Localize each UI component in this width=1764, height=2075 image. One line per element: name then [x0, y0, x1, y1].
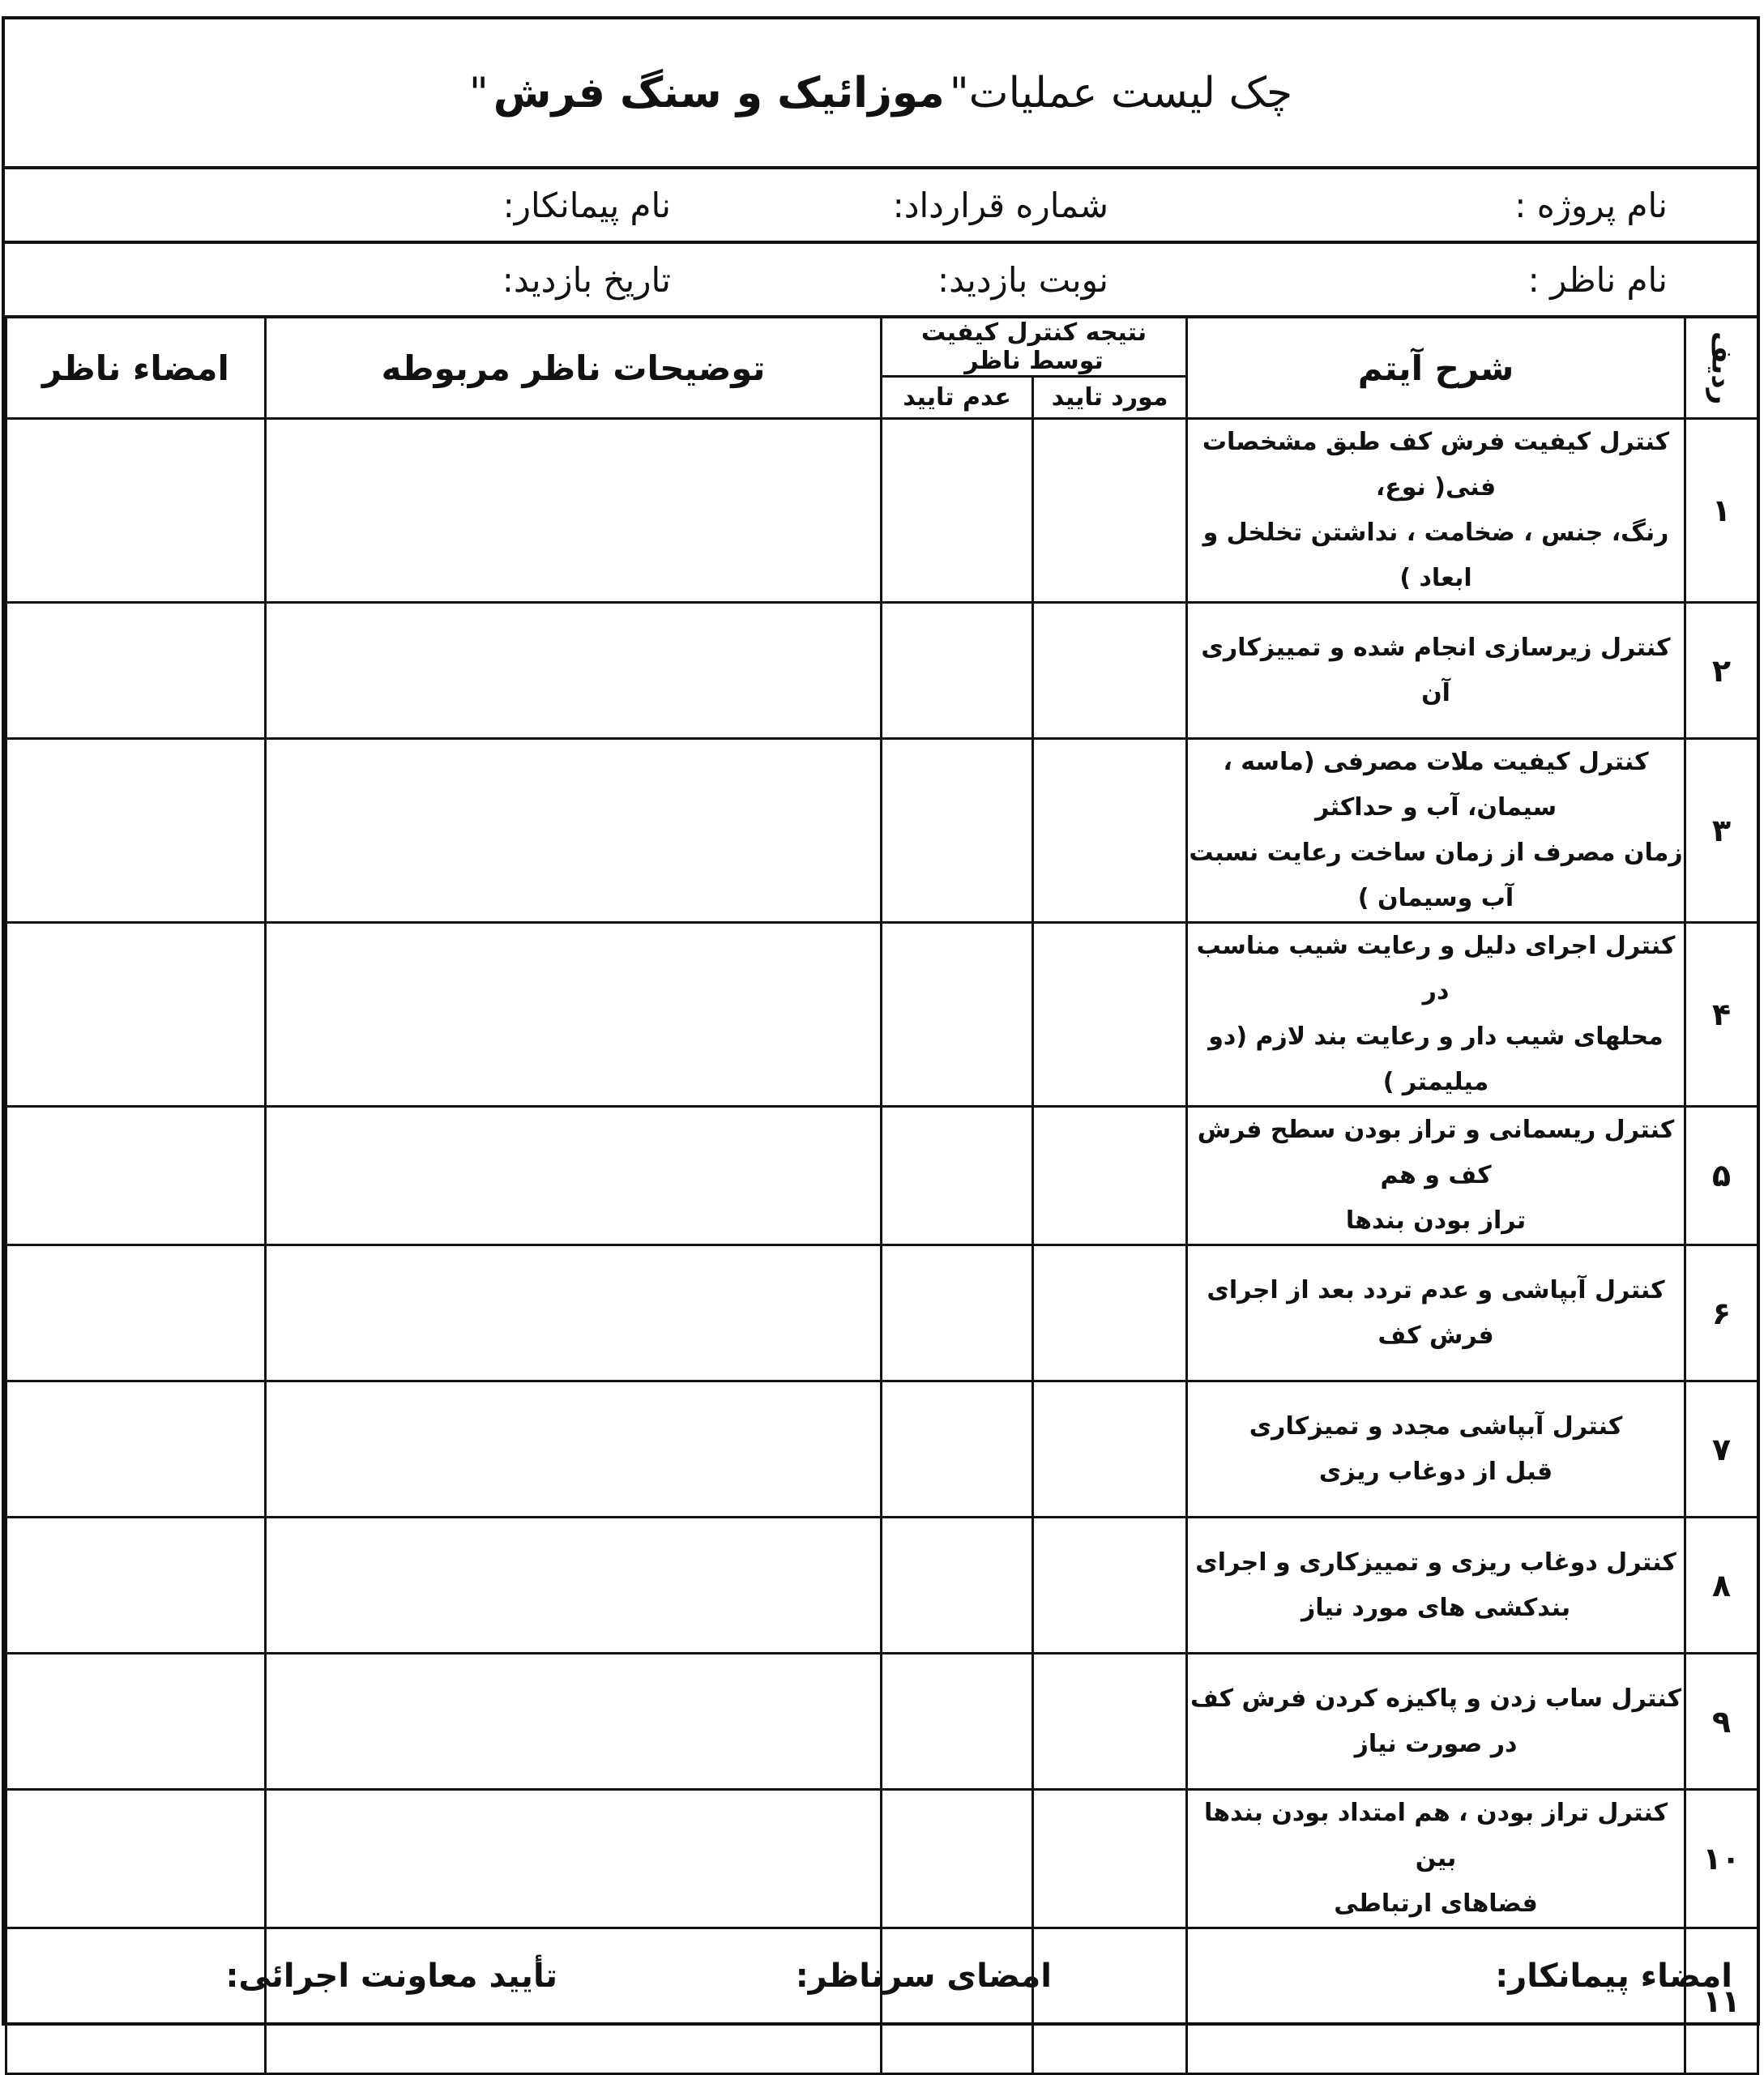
comments-cell[interactable]	[266, 1245, 882, 1381]
signature-cell[interactable]	[6, 419, 266, 603]
item-line-1: کنترل ریسمانی و تراز بودن سطح فرش کف و هم	[1197, 1116, 1675, 1189]
contractor-signature-label: امضاء پیمانکار:	[1495, 1958, 1732, 1995]
info-row-1	[5, 169, 1757, 244]
row-number: ۳	[1685, 739, 1758, 923]
signature-cell[interactable]	[6, 603, 266, 739]
signature-cell[interactable]	[6, 1518, 266, 1654]
item-line-2: محلهای شیب دار و رعایت بند لازم (دو میلیمتر )	[1208, 1023, 1664, 1096]
item-line-1: کنترل اجرای دلیل و رعایت شیب مناسب در	[1196, 932, 1676, 1005]
not-approved-cell[interactable]	[882, 603, 1033, 739]
signature-cell[interactable]	[6, 1790, 266, 1928]
header-row-number: ردیف	[1685, 318, 1758, 419]
not-approved-cell[interactable]	[882, 1654, 1033, 1790]
header-not-approved: عدم تایید	[882, 377, 1033, 419]
item-line-1: کنترل ساب زدن و پاکیزه کردن فرش کف	[1190, 1684, 1682, 1713]
item-line-1: کنترل کیفیت ملات مصرفی (ماسه ، سیمان، آب و حداکثر	[1223, 748, 1649, 822]
signature-cell[interactable]	[6, 923, 266, 1107]
row-number: ۱۰	[1685, 1790, 1758, 1928]
table-row	[6, 1654, 1758, 1790]
not-approved-cell[interactable]	[882, 923, 1033, 1107]
table-row	[6, 1790, 1758, 1928]
approved-cell[interactable]	[1033, 419, 1187, 603]
table-row	[6, 1518, 1758, 1654]
not-approved-cell[interactable]	[882, 1518, 1033, 1654]
item-line-2: فضاهای ارتباطی	[1334, 1889, 1538, 1918]
row-number: ۹	[1685, 1654, 1758, 1790]
item-line-1: کنترل تراز بودن ، هم امتداد بودن بندها بین	[1203, 1799, 1668, 1872]
not-approved-cell[interactable]	[882, 1790, 1033, 1928]
header-item: شرح آیتم	[1187, 318, 1685, 419]
item-description	[1187, 603, 1685, 739]
item-line-2: قبل از دوغاب ریزی	[1318, 1457, 1553, 1486]
title-prefix: چک لیست عملیات	[968, 68, 1293, 117]
chief-supervisor-signature-label: امضای سرناظر:	[795, 1958, 1052, 1995]
approved-cell[interactable]	[1033, 1107, 1187, 1245]
row-number: ۶	[1685, 1245, 1758, 1381]
not-approved-cell[interactable]	[882, 1107, 1033, 1245]
title-quote-open: "	[949, 68, 969, 117]
visit-date-label: تاریخ بازدید:	[502, 260, 671, 300]
comments-cell[interactable]	[266, 739, 882, 923]
header-comments: توضیحات ناظر مربوطه	[266, 318, 882, 419]
comments-cell[interactable]	[266, 1107, 882, 1245]
comments-cell[interactable]	[266, 419, 882, 603]
item-line-1: کنترل آبپاشی و عدم تردد بعد از اجرای فرش کف	[1207, 1275, 1665, 1350]
item-description	[1187, 1107, 1685, 1245]
not-approved-cell[interactable]	[882, 1245, 1033, 1381]
checklist-form	[2, 16, 1760, 2026]
visit-turn-label: نوبت بازدید:	[937, 260, 1108, 300]
approved-cell[interactable]	[1033, 739, 1187, 923]
header-signature: امضاء ناظر	[6, 318, 266, 419]
row-number: ۵	[1685, 1107, 1758, 1245]
table-row	[6, 923, 1758, 1107]
approved-cell[interactable]	[1033, 1518, 1187, 1654]
header-result: نتیجه کنترل کیفیت توسط ناظر	[882, 318, 1187, 377]
comments-cell[interactable]	[266, 1381, 882, 1518]
row-number: ۸	[1685, 1518, 1758, 1654]
item-line-1: کنترل زیرسازی انجام شده و تمییزکاری آن	[1201, 633, 1671, 707]
approved-cell[interactable]	[1033, 1381, 1187, 1518]
row-number: ۷	[1685, 1381, 1758, 1518]
signature-footer	[5, 1932, 1757, 2022]
approved-cell[interactable]	[1033, 923, 1187, 1107]
table-row	[6, 603, 1758, 739]
table-row	[6, 1245, 1758, 1381]
table-row	[6, 419, 1758, 603]
item-line-2: تراز بودن بندها	[1345, 1206, 1527, 1235]
title-name: موزائیک و سنگ فرش	[493, 68, 945, 117]
row-number: ۲	[1685, 603, 1758, 739]
comments-cell[interactable]	[266, 1518, 882, 1654]
contractor-name-label: نام پیمانکار:	[502, 186, 671, 225]
item-description	[1187, 739, 1685, 923]
comments-cell[interactable]	[266, 923, 882, 1107]
comments-cell[interactable]	[266, 1654, 882, 1790]
header-approved: مورد تایید	[1033, 377, 1187, 419]
item-description	[1187, 1245, 1685, 1381]
item-description	[1187, 419, 1685, 603]
contract-number-label: شماره قرارداد:	[892, 186, 1108, 225]
item-line-1: کنترل کیفیت فرش کف طبق مشخصات فنی( نوع،	[1202, 428, 1670, 502]
item-line-1: کنترل آبپاشی مجدد و تمیزکاری	[1249, 1411, 1623, 1441]
signature-cell[interactable]	[6, 1107, 266, 1245]
row-number: ۱	[1685, 419, 1758, 603]
row-number: ۱۱	[1685, 1928, 1758, 2074]
signature-cell[interactable]	[6, 1245, 266, 1381]
approved-cell[interactable]	[1033, 1790, 1187, 1928]
form-title	[5, 19, 1757, 169]
comments-cell[interactable]	[266, 1790, 882, 1928]
supervisor-name-label: نام ناظر :	[1527, 260, 1668, 300]
table-row	[6, 1381, 1758, 1518]
approved-cell[interactable]	[1033, 1654, 1187, 1790]
approved-cell[interactable]	[1033, 603, 1187, 739]
approved-cell[interactable]	[1033, 1245, 1187, 1381]
checklist-table	[5, 318, 1759, 2075]
table-row	[6, 1107, 1758, 1245]
deputy-approval-label: تأیید معاونت اجرائی:	[225, 1958, 557, 1995]
item-line-2: زمان مصرف از زمان ساخت رعایت نسبت آب وسیمان )	[1189, 839, 1683, 912]
item-description	[1187, 1790, 1685, 1928]
item-description	[1187, 1381, 1685, 1518]
table-row	[6, 739, 1758, 923]
info-row-2	[5, 244, 1757, 318]
comments-cell[interactable]	[266, 603, 882, 739]
item-description	[1187, 1654, 1685, 1790]
signature-cell[interactable]	[6, 1654, 266, 1790]
signature-cell[interactable]	[6, 739, 266, 923]
title-quote-close: "	[468, 68, 489, 117]
item-line-1: کنترل دوغاب ریزی و تمییزکاری و اجرای	[1195, 1548, 1676, 1577]
item-line-2: در صورت نیاز	[1354, 1729, 1518, 1758]
item-line-2: رنگ، جنس ، ضخامت ، نداشتن تخلخل و ابعاد )	[1202, 519, 1669, 592]
row-number: ۴	[1685, 923, 1758, 1107]
project-name-label: نام پروژه :	[1514, 186, 1668, 225]
not-approved-cell[interactable]	[882, 739, 1033, 923]
not-approved-cell[interactable]	[882, 419, 1033, 603]
item-description	[1187, 1518, 1685, 1654]
signature-cell[interactable]	[6, 1381, 266, 1518]
item-line-2: بندکشی های مورد نیاز	[1301, 1593, 1571, 1622]
not-approved-cell[interactable]	[882, 1381, 1033, 1518]
item-description	[1187, 923, 1685, 1107]
